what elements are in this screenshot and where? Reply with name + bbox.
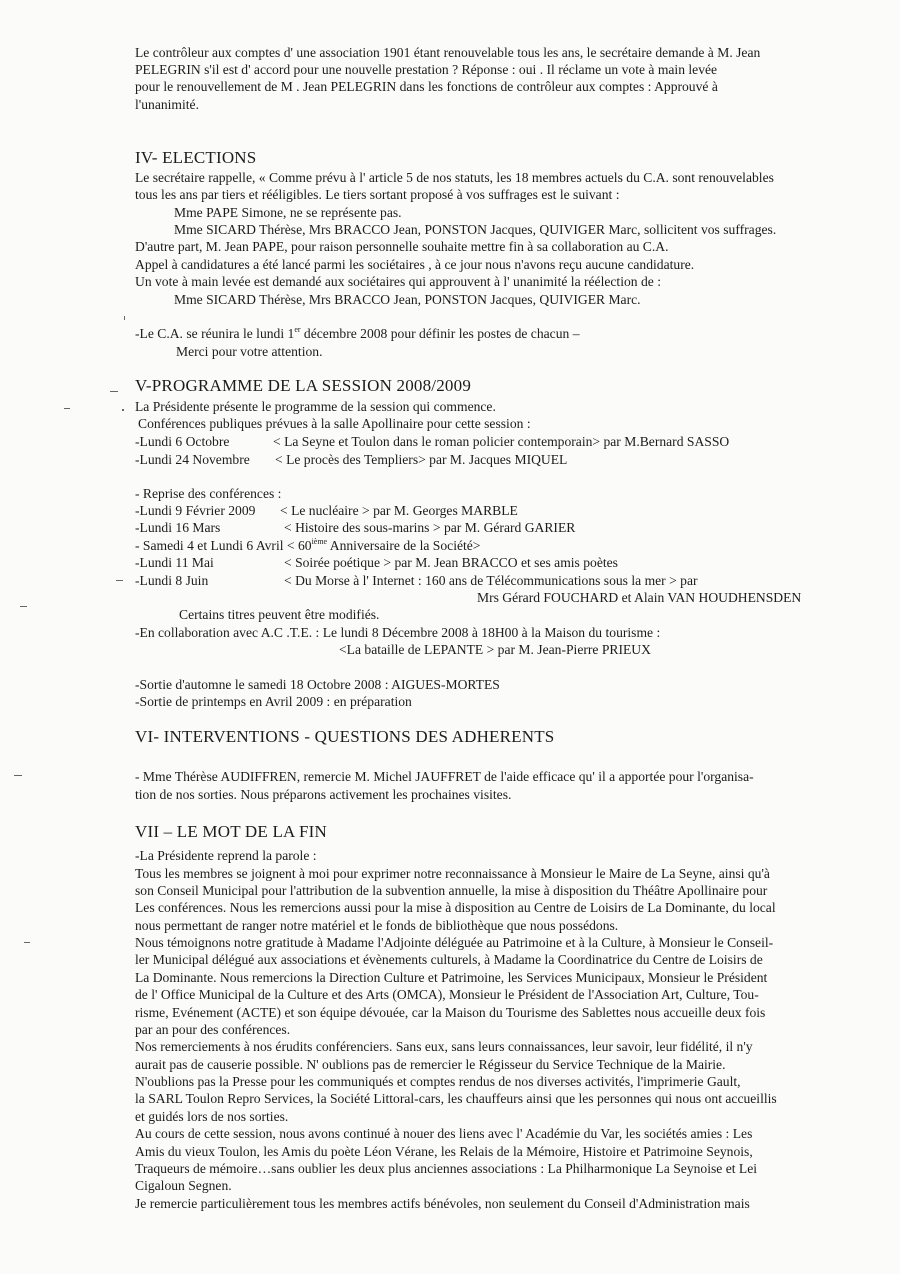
note-line: Certains titres peuvent être modifiés.: [179, 607, 380, 622]
scan-mark: [24, 942, 30, 943]
paragraph-line: N'oublions pas la Presse pour les communiqués et comptes rendus de nos diverses activités, l'imprimerie Gault,: [135, 1074, 741, 1089]
paragraph-line: tous les ans par tiers et rééligibles. Le tiers sortant proposé à vos suffrages est le suivant :: [135, 187, 620, 202]
intro-line: Le contrôleur aux comptes d' une association 1901 étant renouvelable tous les ans, le secrétaire demande à M. Jean: [135, 45, 761, 60]
scan-mark: [116, 580, 123, 581]
paragraph-line: -La Présidente reprend la parole :: [135, 848, 317, 863]
section-heading-elections: IV- ELECTIONS: [135, 148, 257, 167]
paragraph-line: - Mme Thérèse AUDIFFREN, remercie M. Michel JAUFFRET de l'aide efficace qu' il a apportée pour l'organisa-: [135, 769, 754, 784]
paragraph-line: Tous les membres se joignent à moi pour exprimer notre reconnaissance à Monsieur le Maire de La Seyne, ainsi qu'à: [135, 866, 770, 881]
conference-date: -Lundi 24 Novembre: [135, 452, 250, 467]
conference-title: < Le nucléaire > par M. Georges MARBLE: [280, 503, 518, 518]
paragraph-line: Au cours de cette session, nous avons continué à nouer des liens avec l' Académie du Var, les sociétés amies : Les: [135, 1126, 753, 1141]
ca-meeting-text: -Le C.A. se réunira le lundi 1: [135, 326, 295, 341]
paragraph-line: Cigaloun Segnen.: [135, 1178, 232, 1193]
paragraph-line: Conférences publiques prévues à la salle Apollinaire pour cette session :: [138, 416, 531, 431]
paragraph-line: Mme SICARD Thérèse, Mrs BRACCO Jean, PONSTON Jacques, QUIVIGER Marc.: [174, 292, 641, 307]
section-heading-programme: V-PROGRAMME DE LA SESSION 2008/2009: [135, 376, 472, 395]
paragraph-line: Traqueurs de mémoire…sans oublier les deux plus anciennes associations : La Philharmonique La Seynoise et Lei: [135, 1161, 758, 1176]
paragraph-line: nous permettant de ranger notre matériel et le fonds de bibliothèque que nous possédons.: [135, 918, 619, 933]
conference-date: -Lundi 6 Octobre: [135, 434, 230, 449]
paragraph-line: Appel à candidatures a été lancé parmi les sociétaires , à ce jour nous n'avons reçu aucune candidature.: [135, 257, 695, 272]
acte-line: -En collaboration avec A.C .T.E. : Le lundi 8 Décembre 2008 à 18H00 à la Maison du tourisme :: [135, 625, 661, 640]
anniversary-text-end: Anniversaire de la Société>: [327, 538, 481, 553]
paragraph-line: Mme SICARD Thérèse, Mrs BRACCO Jean, PONSTON Jacques, QUIVIGER Marc, sollicitent vos suffrages.: [174, 222, 777, 237]
scan-mark: [14, 775, 22, 776]
intro-line: PELEGRIN s'il est d' accord pour une nouvelle prestation ? Réponse : oui . Il réclame un vote à main levée: [135, 62, 718, 77]
paragraph-line: La Présidente présente le programme de la session qui commence.: [135, 399, 496, 414]
conference-speakers: Mrs Gérard FOUCHARD et Alain VAN HOUDHENSDEN: [477, 590, 802, 605]
conference-title: < Du Morse à l' Internet : 160 ans de Télécommunications sous la mer > par: [284, 573, 698, 588]
outing-line: -Sortie d'automne le samedi 18 Octobre 2008 : AIGUES-MORTES: [135, 677, 500, 692]
conference-title: < La Seyne et Toulon dans le roman policier contemporain> par M.Bernard SASSO: [273, 434, 730, 449]
scan-mark: [110, 391, 118, 392]
acte-title: <La bataille de LEPANTE > par M. Jean-Pierre PRIEUX: [339, 642, 651, 657]
paragraph-line: Un vote à main levée est demandé aux sociétaires qui approuvent à l' unanimité la réélection de :: [135, 274, 661, 289]
scan-mark: [124, 316, 125, 320]
conference-title: < Histoire des sous-marins > par M. Gérard GARIER: [284, 520, 576, 535]
paragraph-line: Mme PAPE Simone, ne se représente pas.: [174, 205, 402, 220]
anniversary-line: [135, 537, 480, 554]
paragraph-line: D'autre part, M. Jean PAPE, pour raison personnelle souhaite mettre fin à sa collaboration au C.A.: [135, 239, 669, 254]
paragraph-line: la SARL Toulon Repro Services, la Société Littoral-cars, les chauffeurs ainsi que les personnes qui nous ont accueillis: [135, 1091, 777, 1106]
paragraph-line: tion de nos sorties. Nous préparons activement les prochaines visites.: [135, 787, 512, 802]
paragraph-line: risme, Evénement (ACTE) et son équipe dévouée, car la Maison du Tourisme des Sablettes nous accueille deux fois: [135, 1005, 766, 1020]
scan-mark: [64, 408, 70, 409]
paragraph-line: Nos remerciements à nos érudits conférenciers. Sans eux, sans leurs connaissances, leur savoir, leur fidélité, il n'y: [135, 1039, 753, 1054]
scan-mark: [20, 606, 27, 607]
scan-mark: [122, 409, 124, 411]
paragraph-line: Le secrétaire rappelle, « Comme prévu à l' article 5 de nos statuts, les 18 membres actuels du C.A. sont renouvelables: [135, 170, 774, 185]
intro-line: l'unanimité.: [135, 97, 199, 112]
outing-line: -Sortie de printemps en Avril 2009 : en préparation: [135, 694, 412, 709]
thanks-line: Merci pour votre attention.: [176, 344, 323, 359]
conference-date: -Lundi 8 Juin: [135, 573, 209, 588]
conference-date: -Lundi 11 Mai: [135, 555, 214, 570]
conference-title: < Le procès des Templiers> par M. Jacques MIQUEL: [275, 452, 568, 467]
section-heading-interventions: VI- INTERVENTIONS - QUESTIONS DES ADHERENTS: [135, 727, 555, 746]
paragraph-line: Amis du vieux Toulon, les Amis du poète Léon Vérane, les Relais de la Mémoire, Histoire et Patrimoine Seynois,: [135, 1144, 753, 1159]
paragraph-line: aurait pas de causerie possible. N' oublions pas de remercier le Régisseur du Service Technique de la Mairie.: [135, 1057, 726, 1072]
ca-meeting-line: [135, 325, 580, 342]
reprise-line: - Reprise des conférences :: [135, 486, 282, 501]
paragraph-line: Nous témoignons notre gratitude à Madame l'Adjointe déléguée au Patrimoine et à la Culture, à Monsieur le Conseil-: [135, 935, 774, 950]
anniversary-superscript: ième: [311, 537, 328, 546]
paragraph-line: Les conférences. Nous les remercions aussi pour la mise à disposition au Centre de Loisirs de La Dominante, du local: [135, 900, 776, 915]
conference-date: -Lundi 9 Février 2009: [135, 503, 256, 518]
anniversary-text: - Samedi 4 et Lundi 6 Avril < 60: [135, 538, 312, 553]
conference-date: -Lundi 16 Mars: [135, 520, 221, 535]
ca-meeting-superscript: er: [294, 325, 301, 334]
paragraph-line: ler Municipal délégué aux associations et évènements culturels, à Madame la Coordinatrice du Centre de Loisirs de: [135, 952, 763, 967]
paragraph-line: Je remercie particulièrement tous les membres actifs bénévoles, non seulement du Conseil d'Administration mais: [135, 1196, 750, 1211]
paragraph-line: par an pour des conférences.: [135, 1022, 291, 1037]
ca-meeting-text-end: décembre 2008 pour définir les postes de chacun –: [300, 326, 580, 341]
paragraph-line: son Conseil Municipal pour l'attribution de la subvention annuelle, la mise à disposition du Théâtre Apollinaire pour: [135, 883, 768, 898]
paragraph-line: et guidés lors de nos sorties.: [135, 1109, 289, 1124]
section-heading-final-word: VII – LE MOT DE LA FIN: [135, 822, 328, 841]
conference-title: < Soirée poétique > par M. Jean BRACCO et ses amis poètes: [284, 555, 618, 570]
paragraph-line: de l' Office Municipal de la Culture et des Arts (OMCA), Monsieur le Président de l'Association Art, Culture, Tou-: [135, 987, 759, 1002]
intro-line: pour le renouvellement de M . Jean PELEGRIN dans les fonctions de contrôleur aux comptes : Approuvé à: [135, 79, 718, 94]
paragraph-line: La Dominante. Nous remercions la Direction Culture et Patrimoine, les Services Municipaux, Monsieur le Président: [135, 970, 768, 985]
